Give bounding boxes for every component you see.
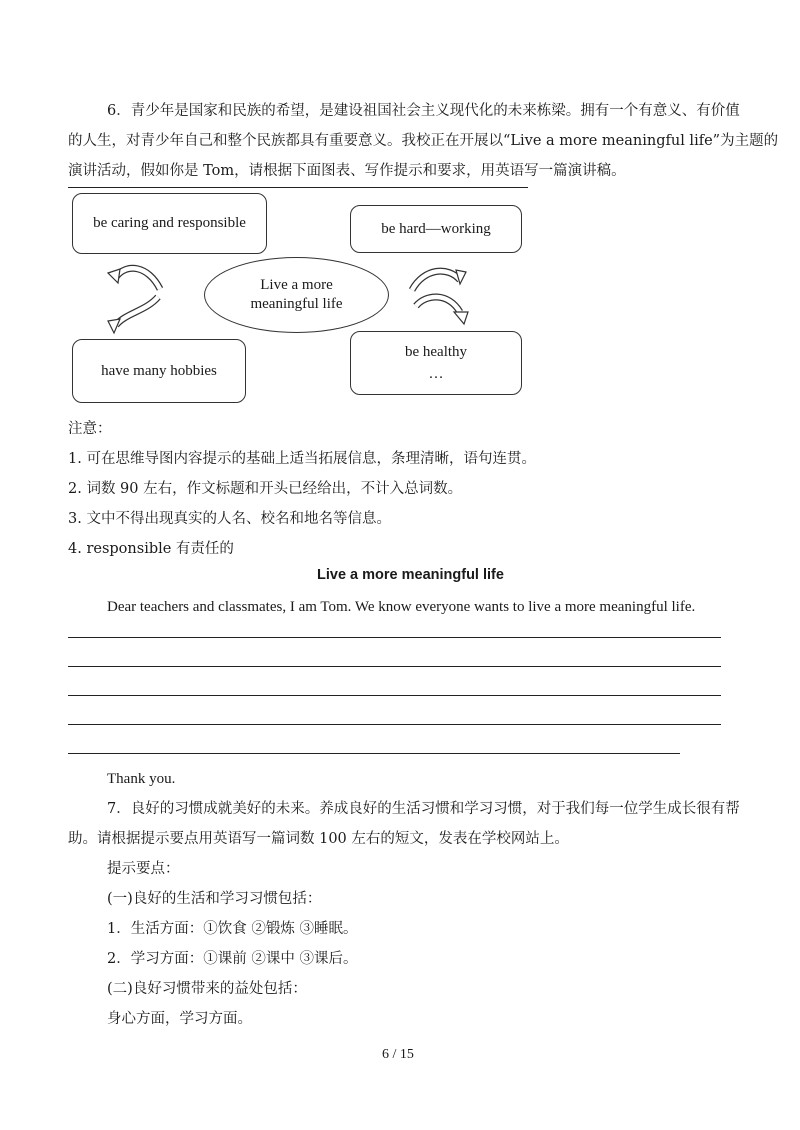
essay-title: Live a more meaningful life — [317, 567, 504, 583]
q7-part2: (二)良好习惯带来的益处包括： — [107, 981, 307, 997]
q6-text-line2: 的人生，对青少年自己和整个民族都具有重要意义。我校正在开展以“Live a more meaningful life”为主题的 — [68, 133, 779, 149]
mindmap-box-healthy-ellipsis: … — [428, 366, 444, 382]
q7-text-line1: 7．良好的习惯成就美好的未来。养成良好的生活习惯和学习习惯，对于我们每一位学生成长很有帮 — [107, 801, 740, 817]
note-3: 3. 文中不得出现真实的人名、校名和地名等信息。 — [68, 511, 391, 527]
mindmap-box-caring: be caring and responsible — [72, 193, 267, 254]
mindmap-box-healthy-label: be healthy — [404, 344, 468, 360]
mindmap-box-healthy — [350, 331, 522, 395]
q7-item1: 1．生活方面：①饮食 ②锻炼 ③睡眠。 — [107, 921, 358, 937]
notes-heading: 注意： — [68, 421, 112, 437]
mindmap-center-ellipse — [204, 257, 389, 333]
essay-closing: Thank you. — [107, 771, 176, 787]
writing-line-4[interactable] — [68, 724, 721, 725]
writing-line-2[interactable] — [68, 666, 721, 667]
q7-text-line2: 助。请根据提示要点用英语写一篇词数 100 左右的短文，发表在学校网站上。 — [68, 831, 569, 847]
q7-item2: 2．学习方面：①课前 ②课中 ③课后。 — [107, 951, 358, 967]
mindmap-box-hardworking: be hard—working — [350, 205, 522, 253]
note-4: 4. responsible 有责任的 — [68, 541, 234, 557]
page-number: 6 / 15 — [382, 1047, 414, 1062]
essay-opening: Dear teachers and classmates, I am Tom. We know everyone wants to live a more meaningful life. — [107, 599, 696, 615]
mindmap-box-hobbies: have many hobbies — [72, 339, 246, 403]
mindmap-center-line1: Live a more — [260, 277, 333, 293]
writing-line-3[interactable] — [68, 695, 721, 696]
note-1: 1. 可在思维导图内容提示的基础上适当拓展信息，条理清晰，语句连贯。 — [68, 451, 536, 467]
divider-line — [68, 187, 528, 188]
q6-text-line3: 演讲活动，假如你是 Tom，请根据下面图表、写作提示和要求，用英语写一篇演讲稿。 — [68, 163, 626, 179]
writing-line-1[interactable] — [68, 637, 721, 638]
writing-line-5[interactable] — [68, 753, 680, 754]
q7-benefits: 身心方面，学习方面。 — [107, 1011, 252, 1027]
note-2: 2. 词数 90 左右，作文标题和开头已经给出，不计入总词数。 — [68, 481, 463, 497]
mindmap-center-line2: meaningful life — [250, 296, 343, 312]
mindmap-arrows-left — [98, 255, 178, 337]
q6-text-line1: 6．青少年是国家和民族的希望，是建设祖国社会主义现代化的未来栋梁。拥有一个有意义、有价值 — [107, 103, 740, 119]
q7-part1: (一)良好的生活和学习习惯包括： — [107, 891, 322, 907]
q7-tips-heading: 提示要点： — [107, 861, 180, 877]
mindmap-arrows-right — [398, 258, 480, 330]
